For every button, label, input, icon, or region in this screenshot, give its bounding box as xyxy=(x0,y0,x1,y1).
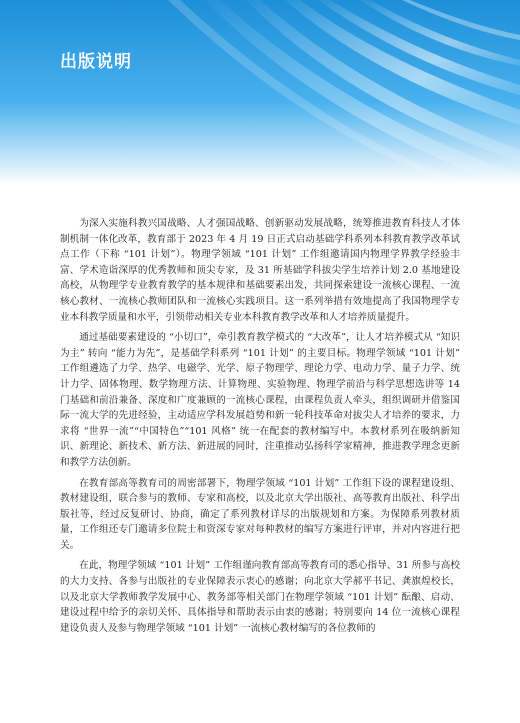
header-banner xyxy=(0,0,520,185)
page-title: 出版说明 xyxy=(60,52,132,72)
paragraph-2: 通过基础要素建设的 “小切口”，牵引教育教学模式的 “大改革”，让人才培养模式从 “知识为主” 转向 “能力为先”，是基础学科系列 “101 计划” 的主要目标。物理学领域 “101 计划” 工作组遴选了力学、热学、电磁学、光学、原子物理学、理论力学、电动力学、量子力学、统计力学、固体物理、数学物理方法、计算物理、实验物理、物理学前沿与科学思想选讲等 14 门基础和前沿兼备、深度和广度兼顾的一流核心课程，由课程负责人牵头，组织调研并借鉴国际一流大学的先进经验，主动适应学科发展趋势和新一轮科技革命对拔尖人才培养的要求，力求将 “世界一流”“中国特色”“101 风格” 统一在配套的教材编写中。本教材系列在吸纳新知识、新理论、新技术、新方法、新进展的同时，注重推动弘扬科学家精神，推进教学理念更新和教学方法创新。 xyxy=(60,332,460,468)
paragraph-3: 在教育部高等教育司的周密部署下，物理学领域 “101 计划” 工作组下设的课程建设组、教材建设组，联合参与的教师、专家和高校，以及北京大学出版社、高等教育出版社、科学出版社等，经过反复研讨、协商，确定了系列教材详尽的出版规划和方案。为保障系列教材质量，工作组还专门邀请多位院士和资深专家对每种教材的编写方案进行评审，并对内容进行把关。 xyxy=(60,477,460,551)
paragraph-1: 为深入实施科教兴国战略、人才强国战略、创新驱动发展战略，统筹推进教育科技人才体制机制一体化改革，教育部于 2023 年 4 月 19 日正式启动基础学科系列本科教育教学改革试点工作（下称 “101 计划”）。物理学领域 “101 计划” 工作组邀请国内物理学界教学经验丰富、学术造诣深厚的优秀教师和顶尖专家，及 31 所基础学科拔尖学生培养计划 2.0 基地建设高校，从物理学专业教育教学的基本规律和基础要素出发，共同探索建设一流核心课程、一流核心教材、一流核心教师团队和一流核心实践项目。这一系列举措有效地提高了我国物理学专业本科教学质量和水平，引领带动相关专业本科教育教学改革和人才培养质量提升。 xyxy=(60,218,460,323)
paragraph-4: 在此，物理学领域 “101 计划” 工作组谨向教育部高等教育司的悉心指导、31 所参与高校的大力支持、各参与出版社的专业保障表示衷心的感谢；向北京大学郝平书记、龚旗煌校长，以及北京大学教师教学发展中心、教务部等相关部门在物理学领域 “101 计划” 酝酿、启动、建设过程中给予的亲切关怀、具体指导和帮助表示由衷的感谢；特别要向 14 位一流核心课程建设负责人及参与物理学领域 “101 计划” 一流核心教材编写的各位教师的 xyxy=(60,560,460,634)
body-text xyxy=(60,216,460,641)
banner-light-rays xyxy=(0,0,520,185)
bottom-fade xyxy=(0,661,520,723)
